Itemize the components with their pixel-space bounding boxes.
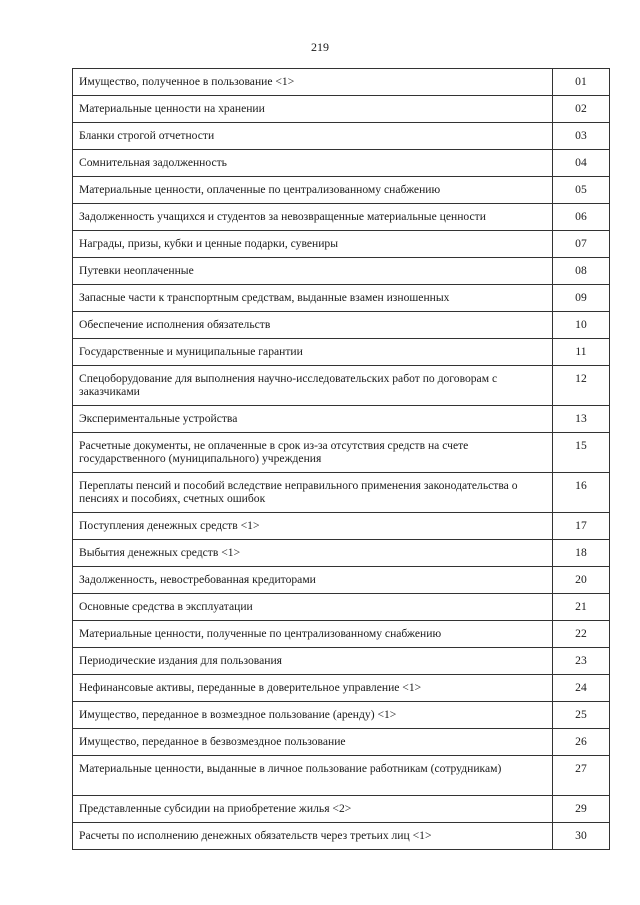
row-name: Материальные ценности, оплаченные по централизованному снабжению [73, 177, 553, 204]
row-name: Задолженность, невостребованная кредиторами [73, 567, 553, 594]
row-code: 25 [552, 702, 609, 729]
row-code: 12 [552, 366, 609, 406]
table-row [73, 621, 610, 648]
table-row [73, 567, 610, 594]
row-name: Нефинансовые активы, переданные в доверительное управление <1> [73, 675, 553, 702]
table-row [73, 796, 610, 823]
table-row [73, 513, 610, 540]
row-code: 13 [552, 406, 609, 433]
table-row [73, 406, 610, 433]
page-number: 219 [311, 40, 329, 54]
row-name: Выбытия денежных средств <1> [73, 540, 553, 567]
table-row [73, 729, 610, 756]
table-row [73, 285, 610, 312]
row-code: 04 [552, 150, 609, 177]
row-name: Имущество, переданное в возмездное пользование (аренду) <1> [73, 702, 553, 729]
row-name: Экспериментальные устройства [73, 406, 553, 433]
row-code: 06 [552, 204, 609, 231]
table-row [73, 823, 610, 850]
row-code: 27 [552, 756, 609, 796]
row-code: 11 [552, 339, 609, 366]
row-name: Имущество, переданное в безвозмездное пользование [73, 729, 553, 756]
row-name: Задолженность учащихся и студентов за невозвращенные материальные ценности [73, 204, 553, 231]
row-code: 02 [552, 96, 609, 123]
row-name: Материальные ценности на хранении [73, 96, 553, 123]
table-row [73, 312, 610, 339]
row-code: 20 [552, 567, 609, 594]
table-row [73, 675, 610, 702]
row-code: 09 [552, 285, 609, 312]
accounts-table [72, 68, 610, 850]
row-code: 22 [552, 621, 609, 648]
row-name: Имущество, полученное в пользование <1> [73, 69, 553, 96]
row-code: 15 [552, 433, 609, 473]
table-row [73, 433, 610, 473]
row-code: 10 [552, 312, 609, 339]
row-name: Материальные ценности, полученные по централизованному снабжению [73, 621, 553, 648]
table-row [73, 150, 610, 177]
table-row [73, 339, 610, 366]
row-code: 23 [552, 648, 609, 675]
row-name: Бланки строгой отчетности [73, 123, 553, 150]
row-code: 29 [552, 796, 609, 823]
table-row [73, 69, 610, 96]
row-name: Основные средства в эксплуатации [73, 594, 553, 621]
row-name: Награды, призы, кубки и ценные подарки, сувениры [73, 231, 553, 258]
row-code: 17 [552, 513, 609, 540]
table-row [73, 366, 610, 406]
row-code: 26 [552, 729, 609, 756]
table-row [73, 540, 610, 567]
row-name: Государственные и муниципальные гарантии [73, 339, 553, 366]
row-name: Периодические издания для пользования [73, 648, 553, 675]
row-name: Обеспечение исполнения обязательств [73, 312, 553, 339]
row-name: Поступления денежных средств <1> [73, 513, 553, 540]
table-row [73, 702, 610, 729]
row-name: Расчеты по исполнению денежных обязательств через третьих лиц <1> [73, 823, 553, 850]
row-code: 21 [552, 594, 609, 621]
row-code: 08 [552, 258, 609, 285]
row-code: 07 [552, 231, 609, 258]
row-name: Запасные части к транспортным средствам, выданные взамен изношенных [73, 285, 553, 312]
table-row [73, 473, 610, 513]
table-row [73, 123, 610, 150]
row-code: 01 [552, 69, 609, 96]
row-code: 24 [552, 675, 609, 702]
table-row [73, 177, 610, 204]
row-code: 18 [552, 540, 609, 567]
row-code: 03 [552, 123, 609, 150]
row-code: 16 [552, 473, 609, 513]
row-name: Переплаты пенсий и пособий вследствие неправильного применения законодательства о пенсиях и пособиях, счетных ошибок [73, 473, 553, 513]
table-row [73, 231, 610, 258]
table-row [73, 96, 610, 123]
table-row [73, 258, 610, 285]
row-name: Представленные субсидии на приобретение жилья <2> [73, 796, 553, 823]
row-name: Спецоборудование для выполнения научно-исследовательских работ по договорам с заказчиками [73, 366, 553, 406]
table-row [73, 756, 610, 796]
row-name: Путевки неоплаченные [73, 258, 553, 285]
row-code: 30 [552, 823, 609, 850]
table-row [73, 648, 610, 675]
row-name: Сомнительная задолженность [73, 150, 553, 177]
table-row [73, 204, 610, 231]
row-name: Расчетные документы, не оплаченные в срок из-за отсутствия средств на счете государственного (муниципального) учреждения [73, 433, 553, 473]
table-row [73, 594, 610, 621]
row-code: 05 [552, 177, 609, 204]
row-name: Материальные ценности, выданные в личное пользование работникам (сотрудникам) [73, 756, 553, 796]
